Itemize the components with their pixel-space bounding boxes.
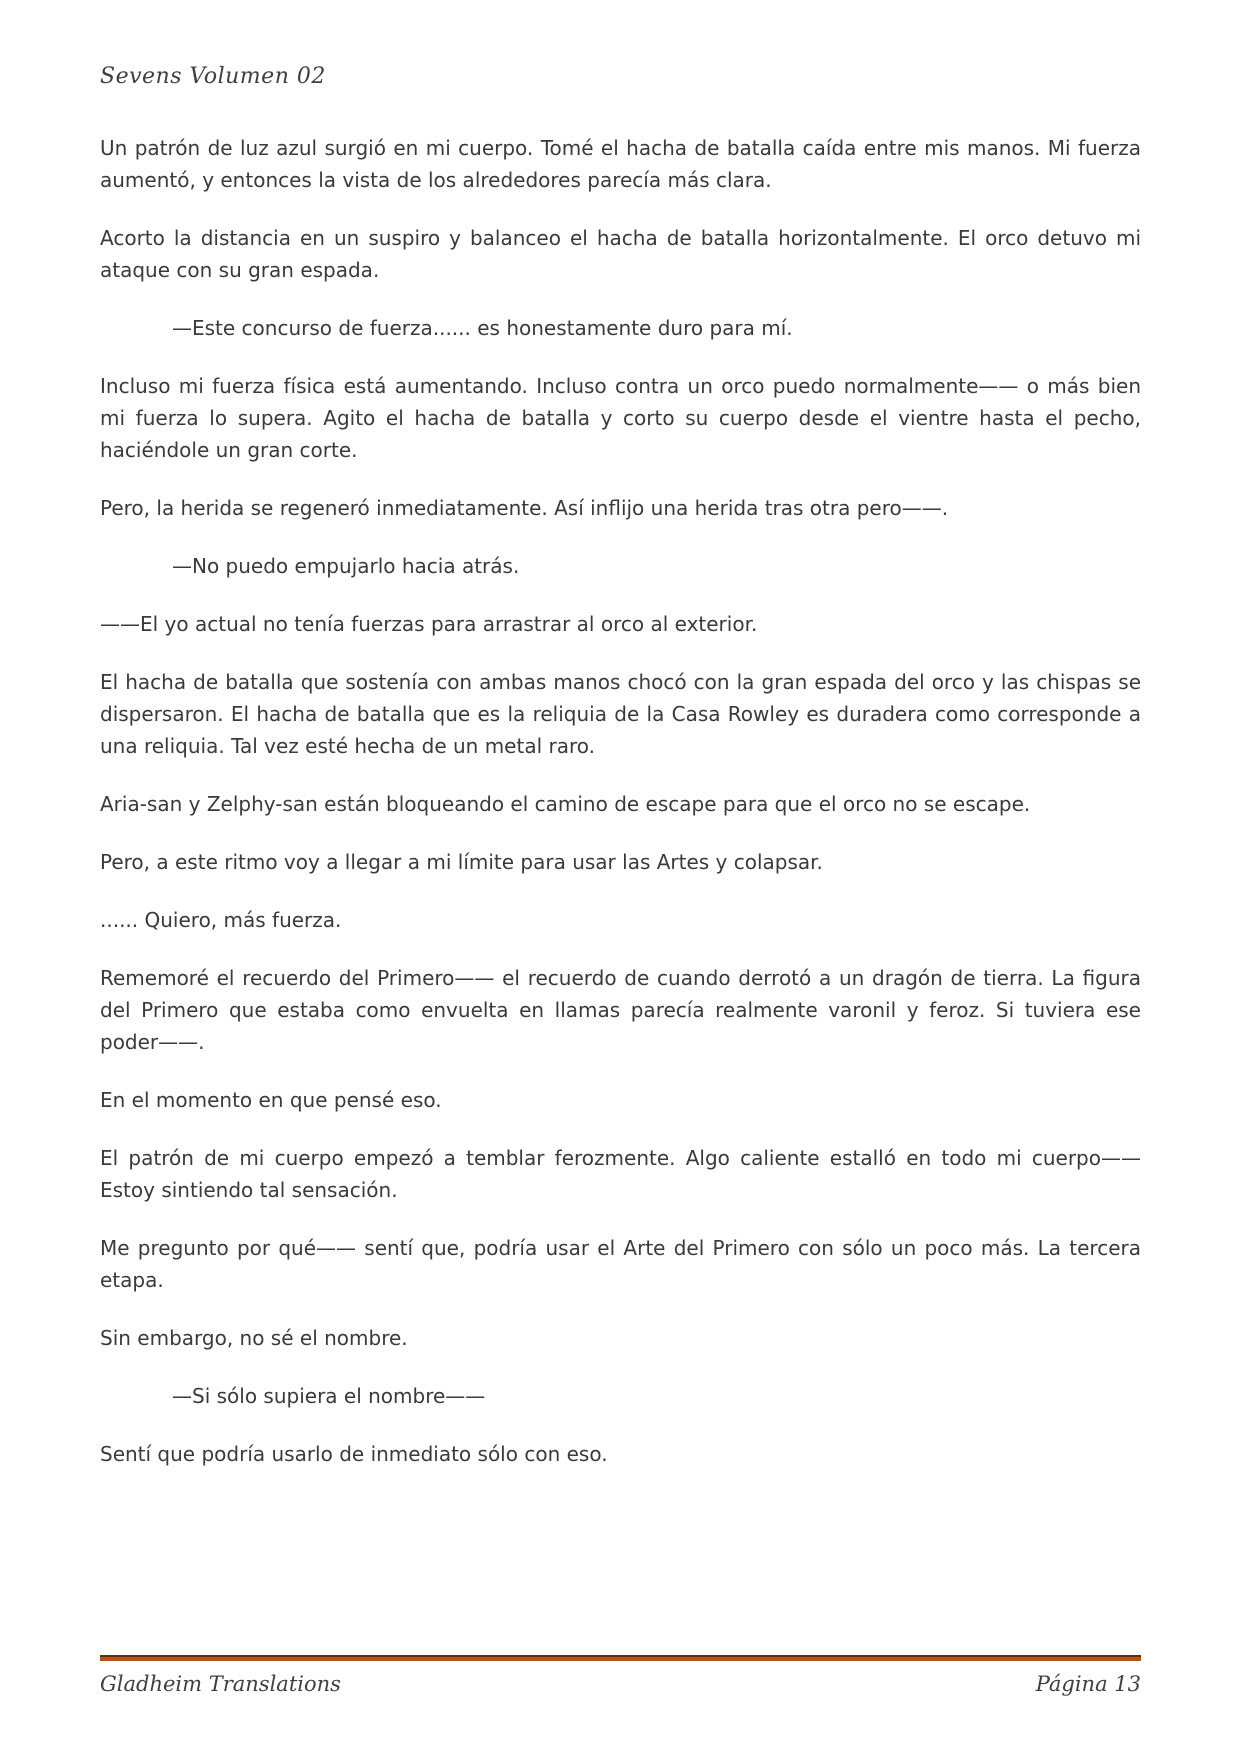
document-body (100, 132, 1141, 1496)
paragraph: Sin embargo, no sé el nombre. (100, 1326, 408, 1350)
paragraph-dialogue: —Si sólo supiera el nombre—— (172, 1384, 486, 1408)
paragraph: Rememoré el recuerdo del Primero—— el recuerdo de cuando derrotó a un dragón de tierra. La figura del Primero que estaba como envuelta en llamas parecía realmente varonil y feroz. Si tuviera ese poder——. (100, 966, 1141, 1054)
paragraph: ...... Quiero, más fuerza. (100, 908, 342, 932)
paragraph: El hacha de batalla que sostenía con ambas manos chocó con la gran espada del orco y las chispas se dispersaron. El hacha de batalla que es la reliquia de la Casa Rowley es duradera como corresponde a una reliquia. Tal vez esté hecha de un metal raro. (100, 670, 1141, 758)
paragraph: ——El yo actual no tenía fuerzas para arrastrar al orco al exterior. (100, 612, 758, 636)
paragraph: En el momento en que pensé eso. (100, 1088, 442, 1112)
paragraph: Pero, a este ritmo voy a llegar a mi límite para usar las Artes y colapsar. (100, 850, 823, 874)
document-footer (100, 1672, 1141, 1696)
paragraph: Un patrón de luz azul surgió en mi cuerpo. Tomé el hacha de batalla caída entre mis manos. Mi fuerza aumentó, y entonces la vista de los alrededores parecía más clara. (100, 136, 1141, 192)
paragraph: El patrón de mi cuerpo empezó a temblar ferozmente. Algo caliente estalló en todo mi cuerpo—— Estoy sintiendo tal sensación. (100, 1146, 1141, 1202)
paragraph-dialogue: —Este concurso de fuerza...... es honestamente duro para mí. (172, 316, 793, 340)
paragraph: Aria-san y Zelphy-san están bloqueando el camino de escape para que el orco no se escape. (100, 792, 1031, 816)
footer-translator-credit: Gladheim Translations (100, 1672, 341, 1696)
footer-page-number: Página 13 (1035, 1672, 1141, 1696)
paragraph: Acorto la distancia en un suspiro y balanceo el hacha de batalla horizontalmente. El orco detuvo mi ataque con su gran espada. (100, 226, 1141, 282)
paragraph: Pero, la herida se regeneró inmediatamente. Así inflijo una herida tras otra pero——. (100, 496, 949, 520)
paragraph: Sentí que podría usarlo de inmediato sólo con eso. (100, 1442, 608, 1466)
paragraph-dialogue: —No puedo empujarlo hacia atrás. (172, 554, 520, 578)
paragraph: Me pregunto por qué—— sentí que, podría usar el Arte del Primero con sólo un poco más. La tercera etapa. (100, 1236, 1141, 1292)
footer-divider (100, 1655, 1141, 1661)
document-header-title: Sevens Volumen 02 (100, 64, 326, 89)
paragraph: Incluso mi fuerza física está aumentando. Incluso contra un orco puedo normalmente—— o más bien mi fuerza lo supera. Agito el hacha de batalla y corto su cuerpo desde el vientre hasta el pecho, haciéndole un gran corte. (100, 374, 1141, 462)
